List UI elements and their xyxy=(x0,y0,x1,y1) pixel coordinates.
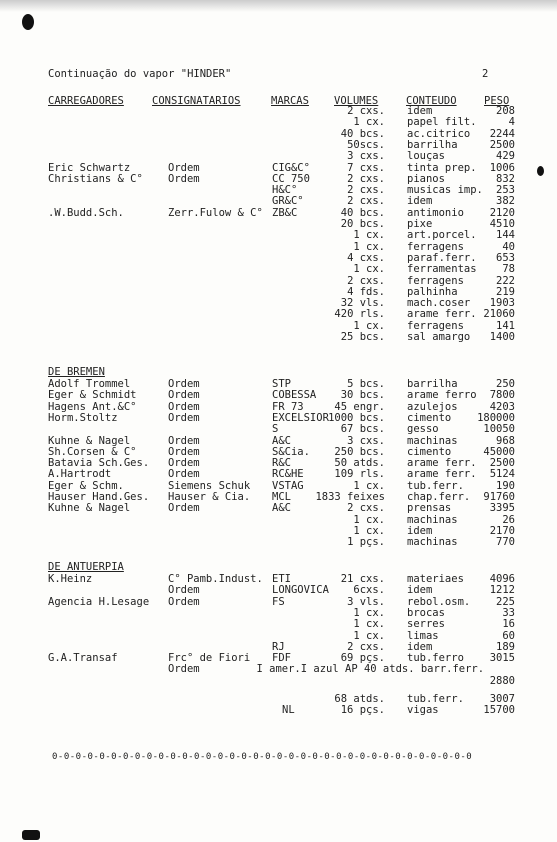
cell-volumes: 50scs. xyxy=(347,138,385,151)
column-header-consignatarios: CONSIGNATARIOS xyxy=(152,95,241,107)
cell-carregador: Hagens Ant.&C° xyxy=(48,400,137,413)
cell-conteudo: tub.ferro xyxy=(407,652,464,665)
cell-conteudo: ferragens xyxy=(407,274,464,287)
cell-volumes: 40 bcs. xyxy=(340,206,385,219)
cell-conteudo: idem xyxy=(407,105,433,117)
cell-marca: NL xyxy=(282,704,295,717)
cell-conteudo: louças xyxy=(407,150,445,163)
cell-volumes: 3 vls. xyxy=(347,595,385,608)
cell-volumes: 1 cx. xyxy=(353,319,385,332)
cell-volumes: 2 cxs. xyxy=(347,105,385,117)
cell-conteudo: arame ferr. xyxy=(407,468,477,481)
cell-peso: 2500 xyxy=(489,457,515,470)
cell-conteudo: arame ferro xyxy=(407,389,477,402)
cell-marca: FR 73 xyxy=(272,400,304,413)
cell-peso: 60 xyxy=(502,629,515,642)
cell-peso: 250 xyxy=(496,378,515,390)
cell-carregador: A.Hartrodt xyxy=(48,468,112,481)
cell-conteudo: arame ferr. xyxy=(407,457,477,470)
cell-conteudo: paraf.ferr. xyxy=(407,251,477,264)
note-weight: 2880 xyxy=(489,674,515,687)
cell-peso: 3395 xyxy=(489,502,515,515)
cell-conteudo: tub.ferr. xyxy=(407,479,464,492)
column-header-peso: PESO xyxy=(484,95,510,107)
cell-peso: 141 xyxy=(496,319,515,332)
cell-consignatario: Siemens Schuk xyxy=(168,479,251,492)
cell-peso: 21060 xyxy=(483,308,515,321)
cell-conteudo: tub.ferr. xyxy=(407,692,464,705)
cell-conteudo: cimento xyxy=(407,411,452,424)
cell-peso: 7800 xyxy=(489,389,515,402)
cell-conteudo: pianos xyxy=(407,172,445,185)
cell-marca: H&C° xyxy=(272,184,298,197)
cell-peso: 1903 xyxy=(489,297,515,310)
cell-volumes: 1 cx. xyxy=(353,524,385,537)
cell-volumes: 45 engr. xyxy=(334,400,385,413)
cell-volumes: 2 cxs. xyxy=(347,195,385,208)
cell-consignatario: Ordem xyxy=(168,378,200,390)
cell-peso: 45000 xyxy=(483,445,515,458)
cell-peso: 3015 xyxy=(489,652,515,665)
cell-peso: 4203 xyxy=(489,400,515,413)
cell-conteudo: serres xyxy=(407,618,445,631)
cell-volumes: 20 bcs. xyxy=(340,218,385,230)
cell-marca: CIG&C° xyxy=(272,161,310,174)
cell-conteudo: palhinha xyxy=(407,285,458,298)
cell-peso: 3007 xyxy=(489,692,515,705)
cell-volumes: 1 cx. xyxy=(353,116,385,129)
cell-carregador: Agencia H.Lesage xyxy=(48,595,150,608)
cell-carregador: K.Heinz xyxy=(48,573,93,585)
column-header-conteudo: CONTEUDO xyxy=(406,95,457,107)
cell-conteudo: idem xyxy=(407,584,433,597)
cell-conteudo: idem xyxy=(407,195,433,208)
cell-consignatario: Ordem xyxy=(168,161,200,174)
column-header-carregadores: CARREGADORES xyxy=(48,95,124,107)
cell-marca: GR&C° xyxy=(272,195,304,208)
cell-marca: A&C xyxy=(272,434,291,447)
cell-volumes: 420 rls. xyxy=(334,308,385,321)
cell-volumes: 1833 feixes xyxy=(315,491,385,503)
cell-consignatario: Ordem xyxy=(168,457,200,470)
cell-peso: 190 xyxy=(496,479,515,492)
cell-peso: 189 xyxy=(496,640,515,653)
cell-conteudo: gesso xyxy=(407,423,439,436)
column-header-marcas: MARCAS xyxy=(271,95,309,107)
footer-divider: 0-0-0-0-0-0-0-0-0-0-0-0-0-0-0-0-0-0-0-0-0-0-0-0-0-0-0-0-0-0-0-0-0-0-0-0 xyxy=(52,752,473,762)
cell-consignatario: Ordem xyxy=(168,172,200,185)
cell-peso: 382 xyxy=(496,195,515,208)
cell-volumes: 1 cx. xyxy=(353,479,385,492)
cell-volumes: 50 atds. xyxy=(334,457,385,470)
cell-volumes: 40 bcs. xyxy=(340,127,385,140)
cell-peso: 4510 xyxy=(489,218,515,230)
cell-volumes: 5 bcs. xyxy=(347,378,385,390)
cell-conteudo: ferragens xyxy=(407,240,464,253)
cell-peso: 429 xyxy=(496,150,515,163)
cell-volumes: 1 cx. xyxy=(353,629,385,642)
cell-conteudo: machinas xyxy=(407,513,458,526)
cell-conteudo: barrilha xyxy=(407,138,458,151)
cell-marca: S&Cia. xyxy=(272,445,310,458)
cell-marca: STP xyxy=(272,378,291,390)
cell-marca: LONGOVICA xyxy=(272,584,329,597)
cell-peso: 2244 xyxy=(489,127,515,140)
scan-edge xyxy=(0,0,557,12)
cell-marca: FS xyxy=(272,595,285,608)
cell-volumes: 109 rls. xyxy=(334,468,385,481)
cell-carregador: Adolf Trommel xyxy=(48,378,131,390)
cell-volumes: 1 cx. xyxy=(353,606,385,619)
cell-volumes: 67 bcs. xyxy=(340,423,385,436)
cell-consignatario: C° Pamb.Indust. xyxy=(168,573,263,585)
cell-peso: 15700 xyxy=(483,704,515,717)
cell-peso: 78 xyxy=(502,263,515,276)
cell-consignatario: Hauser & Cia. xyxy=(168,491,251,503)
cell-carregador: Sh.Corsen & C° xyxy=(48,445,137,458)
cell-peso: 4 xyxy=(508,116,515,129)
section-heading: DE BREMEN xyxy=(48,366,105,378)
cell-peso: 2500 xyxy=(489,138,515,151)
cell-consignatario: Ordem xyxy=(168,411,200,424)
cell-conteudo: arame ferr. xyxy=(407,308,477,321)
cell-volumes: 1 cx. xyxy=(353,240,385,253)
ink-blot xyxy=(22,830,40,840)
cell-volumes: 32 vls. xyxy=(340,297,385,310)
cell-volumes: 25 bcs. xyxy=(340,331,385,343)
cell-conteudo: antimonio xyxy=(407,206,464,219)
cell-volumes: 2 cxs. xyxy=(347,172,385,185)
column-header-volumes: VOLUMES xyxy=(334,95,379,107)
cell-conteudo: limas xyxy=(407,629,439,642)
cell-volumes: 7 cxs. xyxy=(347,161,385,174)
cell-peso: 1006 xyxy=(489,161,515,174)
cell-conteudo: prensas xyxy=(407,502,452,515)
cell-consignatario: Ordem xyxy=(168,502,200,515)
cell-volumes: 2 cxs. xyxy=(347,274,385,287)
cell-conteudo: barrilha xyxy=(407,378,458,390)
ink-blot xyxy=(22,14,34,30)
cell-peso: 33 xyxy=(502,606,515,619)
cell-conteudo: vigas xyxy=(407,704,439,717)
cell-marca: CC 750 xyxy=(272,172,310,185)
cell-peso: 1400 xyxy=(489,331,515,343)
cell-conteudo: chap.ferr. xyxy=(407,491,471,503)
cell-volumes: 4 fds. xyxy=(347,285,385,298)
cell-conteudo: art.porcel. xyxy=(407,229,477,242)
document-title: Continuação do vapor "HINDER" xyxy=(48,68,232,80)
cell-peso: 26 xyxy=(502,513,515,526)
cell-volumes: 1 cx. xyxy=(353,513,385,526)
cell-peso: 653 xyxy=(496,251,515,264)
cell-marca: ETI xyxy=(272,573,291,585)
cell-carregador: Christians & C° xyxy=(48,172,143,185)
cell-volumes: 3 cxs. xyxy=(347,150,385,163)
cell-consignatario: Frc° de Fiori xyxy=(168,652,251,665)
cell-conteudo: tinta prep. xyxy=(407,161,477,174)
cell-conteudo: brocas xyxy=(407,606,445,619)
cell-volumes: 3 cxs. xyxy=(347,434,385,447)
cell-marca: A&C xyxy=(272,502,291,515)
cell-carregador: Horm.Stoltz xyxy=(48,411,118,424)
cell-conteudo: machinas xyxy=(407,434,458,447)
cell-conteudo: ferragens xyxy=(407,319,464,332)
cell-volumes: 69 pçs. xyxy=(340,652,385,665)
cell-volumes: 1 cx. xyxy=(353,263,385,276)
cell-consignatario: Ordem xyxy=(168,434,200,447)
cell-peso: 4096 xyxy=(489,573,515,585)
cell-volumes: 21 cxs. xyxy=(340,573,385,585)
cell-peso: 180000 xyxy=(477,411,515,424)
cell-peso: 219 xyxy=(496,285,515,298)
cell-marca: RC&HE xyxy=(272,468,304,481)
cell-volumes: 1 cx. xyxy=(353,229,385,242)
cell-peso: 2120 xyxy=(489,206,515,219)
cell-marca: RJ xyxy=(272,640,285,653)
cell-consignatario: Ordem xyxy=(168,468,200,481)
cell-consignatario: Ordem xyxy=(168,400,200,413)
cell-peso: 208 xyxy=(496,105,515,117)
cell-conteudo: idem xyxy=(407,640,433,653)
cell-conteudo: musicas imp. xyxy=(407,184,483,197)
cell-marca: COBESSA xyxy=(272,389,317,402)
cell-volumes: 1 cx. xyxy=(353,618,385,631)
cell-volumes: 16 pçs. xyxy=(340,704,385,717)
cell-conteudo: rebol.osm. xyxy=(407,595,471,608)
cell-marca: R&C xyxy=(272,457,291,470)
cell-peso: 832 xyxy=(496,172,515,185)
cell-volumes: 2 cxs. xyxy=(347,184,385,197)
cell-conteudo: papel filt. xyxy=(407,116,477,129)
cell-peso: 770 xyxy=(496,536,515,549)
cell-peso: 16 xyxy=(502,618,515,631)
cell-volumes: 4 cxs. xyxy=(347,251,385,264)
cell-consignatario: Ordem xyxy=(168,389,200,402)
cell-carregador: .W.Budd.Sch. xyxy=(48,206,124,219)
cell-consignatario: Ordem xyxy=(168,445,200,458)
cell-volumes: 1000 bcs. xyxy=(328,411,385,424)
cell-carregador: Kuhne & Nagel xyxy=(48,502,131,515)
cell-carregador: Batavia Sch.Ges. xyxy=(48,457,150,470)
cell-marca: VSTAG xyxy=(272,479,304,492)
cell-consignatario: Ordem xyxy=(168,595,200,608)
cell-conteudo: ferramentas xyxy=(407,263,477,276)
cell-conteudo: azulejos xyxy=(407,400,458,413)
cell-consignatario: Ordem xyxy=(168,584,200,597)
cell-carregador: Eric Schwartz xyxy=(48,161,131,174)
cell-marca: MCL xyxy=(272,491,291,503)
cell-consignatario: Zerr.Fulow & C° xyxy=(168,206,263,219)
section-heading: DE ANTUERPIA xyxy=(48,561,124,573)
cell-volumes: 1 pçs. xyxy=(347,536,385,549)
cell-conteudo: machinas xyxy=(407,536,458,549)
cell-peso: 222 xyxy=(496,274,515,287)
cell-conteudo: materiaes xyxy=(407,573,464,585)
cell-marca: FDF xyxy=(272,652,291,665)
cell-carregador: Hauser Hand.Ges. xyxy=(48,491,150,503)
cell-carregador: G.A.Transaf xyxy=(48,652,118,665)
cell-peso: 1212 xyxy=(489,584,515,597)
cell-volumes: 68 atds. xyxy=(334,692,385,705)
cell-volumes: 30 bcs. xyxy=(340,389,385,402)
cell-peso: 144 xyxy=(496,229,515,242)
page-number: 2 xyxy=(482,68,489,80)
cell-marca: S xyxy=(272,423,279,436)
cell-volumes: 2 cxs. xyxy=(347,640,385,653)
cell-peso: 5124 xyxy=(489,468,515,481)
cell-conteudo: idem xyxy=(407,524,433,537)
cell-peso: 225 xyxy=(496,595,515,608)
ink-blot xyxy=(537,166,544,176)
cell-peso: 968 xyxy=(496,434,515,447)
note-line: Ordem I amer.I azul AP 40 atds. barr.ferr. xyxy=(168,663,485,676)
cell-peso: 91760 xyxy=(483,491,515,503)
cell-volumes: 2 cxs. xyxy=(347,502,385,515)
cell-marca: ZB&C xyxy=(272,206,298,219)
cell-carregador: Eger & Schm. xyxy=(48,479,124,492)
cell-volumes: 6cxs. xyxy=(353,584,385,597)
cell-peso: 10050 xyxy=(483,423,515,436)
cell-conteudo: mach.coser xyxy=(407,297,471,310)
cell-marca: EXCELSIOR xyxy=(272,411,329,424)
cell-peso: 40 xyxy=(502,240,515,253)
cell-peso: 2170 xyxy=(489,524,515,537)
cell-conteudo: sal amargo xyxy=(407,331,471,343)
cell-conteudo: pixe xyxy=(407,218,433,230)
cell-carregador: Kuhne & Nagel xyxy=(48,434,131,447)
cell-carregador: Eger & Schmidt xyxy=(48,389,137,402)
cell-peso: 253 xyxy=(496,184,515,197)
cell-conteudo: ac.citrico xyxy=(407,127,471,140)
cell-conteudo: cimento xyxy=(407,445,452,458)
cell-volumes: 250 bcs. xyxy=(334,445,385,458)
